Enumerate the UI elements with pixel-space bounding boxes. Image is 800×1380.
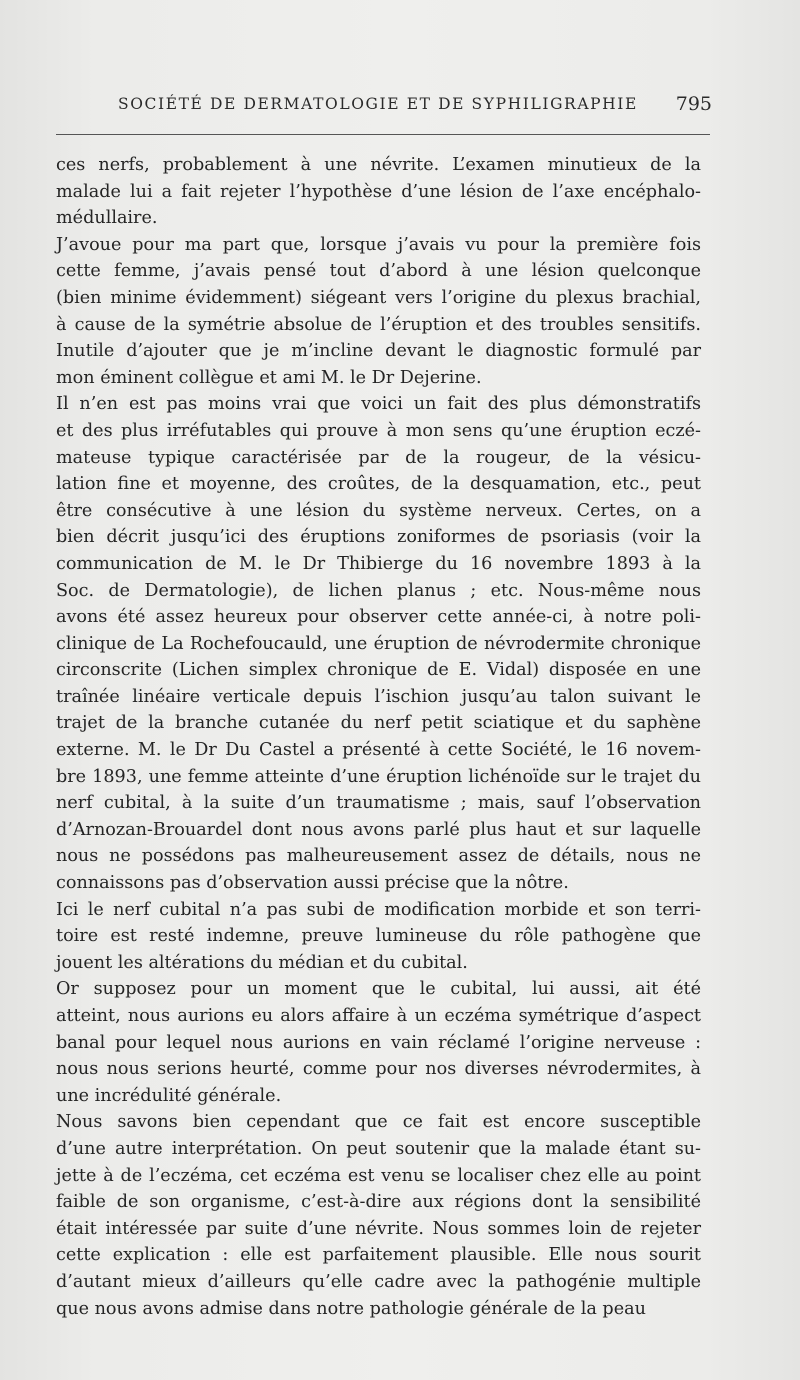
text-line: toire est resté indemne, preuve lumineuse du rôle pathogène que bbox=[56, 926, 701, 947]
text-line: J’avoue pour ma part que, lorsque j’avais vu pour la première fois bbox=[56, 234, 701, 255]
text-line: Soc. de Dermatologie), de lichen planus ; etc. Nous-même nous bbox=[56, 580, 701, 601]
text-line: Nous savons bien cependant que ce fait est encore susceptible bbox=[56, 1112, 701, 1133]
text-line: clinique de La Rochefoucauld, une éruption de névrodermite chronique bbox=[56, 633, 701, 654]
text-line: à cause de la symétrie absolue de l’éruption et des troubles sensitifs. bbox=[56, 314, 701, 335]
text-line: ces nerfs, probablement à une névrite. L’examen minutieux de la bbox=[56, 155, 701, 175]
text-line: être consécutive à une lésion du système nerveux. Certes, on a bbox=[56, 500, 701, 521]
paragraph bbox=[56, 1109, 701, 1322]
text-line: externe. M. le Dr Du Castel a présenté à cette Société, le 16 novem- bbox=[56, 740, 701, 761]
text-line: (bien minime évidemment) siégeant vers l’origine du plexus brachial, bbox=[56, 287, 701, 308]
text-line: banal pour lequel nous aurions en vain réclamé l’origine nerveuse : bbox=[56, 1032, 701, 1053]
text-line: jette à de l’eczéma, cet eczéma est venu se localiser chez elle au point bbox=[56, 1165, 701, 1186]
text-line: atteint, nous aurions eu alors affaire à un eczéma symétrique d’aspect bbox=[56, 1006, 701, 1026]
text-line: que nous avons admise dans notre pathologie générale de la peau bbox=[56, 1298, 646, 1319]
text-line: mon éminent collègue et ami M. le Dr Dejerine. bbox=[56, 367, 482, 388]
page-number: 795 bbox=[675, 93, 712, 115]
text-line: malade lui a fait rejeter l’hypothèse d’une lésion de l’axe encéphalo- bbox=[56, 181, 701, 202]
text-line: nous ne possédons pas malheureusement assez de détails, nous ne bbox=[56, 846, 701, 867]
body-text bbox=[56, 152, 701, 1322]
text-line: et des plus irréfutables qui prouve à mon sens qu’une éruption eczé- bbox=[56, 420, 701, 441]
text-line: faible de son organisme, c’est-à-dire aux régions dont la sensibilité bbox=[56, 1192, 701, 1213]
text-line: lation fine et moyenne, des croûtes, de la desquamation, etc., peut bbox=[56, 474, 701, 495]
text-line: d’une autre interprétation. On peut soutenir que la malade étant su- bbox=[56, 1138, 701, 1159]
text-line: d’autant mieux d’ailleurs qu’elle cadre avec la pathogénie multiple bbox=[56, 1271, 701, 1292]
running-title: SOCIÉTÉ DE DERMATOLOGIE ET DE SYPHILIGRAPHIE bbox=[118, 95, 638, 113]
text-line: communication de M. le Dr Thibierge du 16 novembre 1893 à la bbox=[56, 553, 701, 574]
text-line: jouent les altérations du médian et du cubital. bbox=[56, 952, 468, 973]
paragraph bbox=[56, 232, 701, 392]
running-header bbox=[118, 93, 712, 121]
text-line: trajet de la branche cutanée du nerf petit sciatique et du saphène bbox=[56, 713, 701, 734]
paragraph bbox=[56, 897, 701, 977]
paragraph bbox=[56, 152, 701, 232]
text-line: cette femme, j’avais pensé tout d’abord à une lésion quelconque bbox=[56, 261, 701, 282]
text-line: était intéressée par suite d’une névrite. Nous sommes loin de rejeter bbox=[56, 1218, 701, 1239]
text-line: traînée linéaire verticale depuis l’ischion jusqu’au talon suivant le bbox=[56, 686, 701, 707]
text-line: une incrédulité générale. bbox=[56, 1085, 282, 1106]
text-line: connaissons pas d’observation aussi précise que la nôtre. bbox=[56, 873, 569, 894]
text-line: mateuse typique caractérisée par de la rougeur, de la vésicu- bbox=[56, 447, 701, 468]
text-line: Inutile d’ajouter que je m’incline devant le diagnostic formulé par bbox=[56, 341, 701, 362]
text-line: nerf cubital, à la suite d’un traumatisme ; mais, sauf l’observation bbox=[56, 793, 701, 814]
text-line: nous nous serions heurté, comme pour nos diverses névrodermites, à bbox=[56, 1059, 701, 1080]
paragraph bbox=[56, 976, 701, 1109]
text-line: circonscrite (Lichen simplex chronique de E. Vidal) disposée en une bbox=[56, 660, 701, 681]
text-line: bien décrit jusqu’ici des éruptions zoniformes de psoriasis (voir la bbox=[56, 527, 701, 548]
paragraph bbox=[56, 391, 701, 896]
text-line: médullaire. bbox=[56, 208, 158, 229]
text-line: Ici le nerf cubital n’a pas subi de modification morbide et son terri- bbox=[56, 899, 701, 920]
text-line: cette explication : elle est parfaitement plausible. Elle nous sourit bbox=[56, 1245, 701, 1266]
text-line: Or supposez pour un moment que le cubital, lui aussi, ait été bbox=[56, 979, 701, 1000]
text-line: Il n’en est pas moins vrai que voici un fait des plus démonstratifs bbox=[56, 394, 701, 415]
header-rule bbox=[56, 134, 710, 135]
text-line: avons été assez heureux pour observer cette année-ci, à notre poli- bbox=[56, 607, 701, 628]
text-line: d’Arnozan-Brouardel dont nous avons parlé plus haut et sur laquelle bbox=[56, 819, 701, 840]
text-line: bre 1893, une femme atteinte d’une éruption lichénoïde sur le trajet du bbox=[56, 766, 701, 787]
